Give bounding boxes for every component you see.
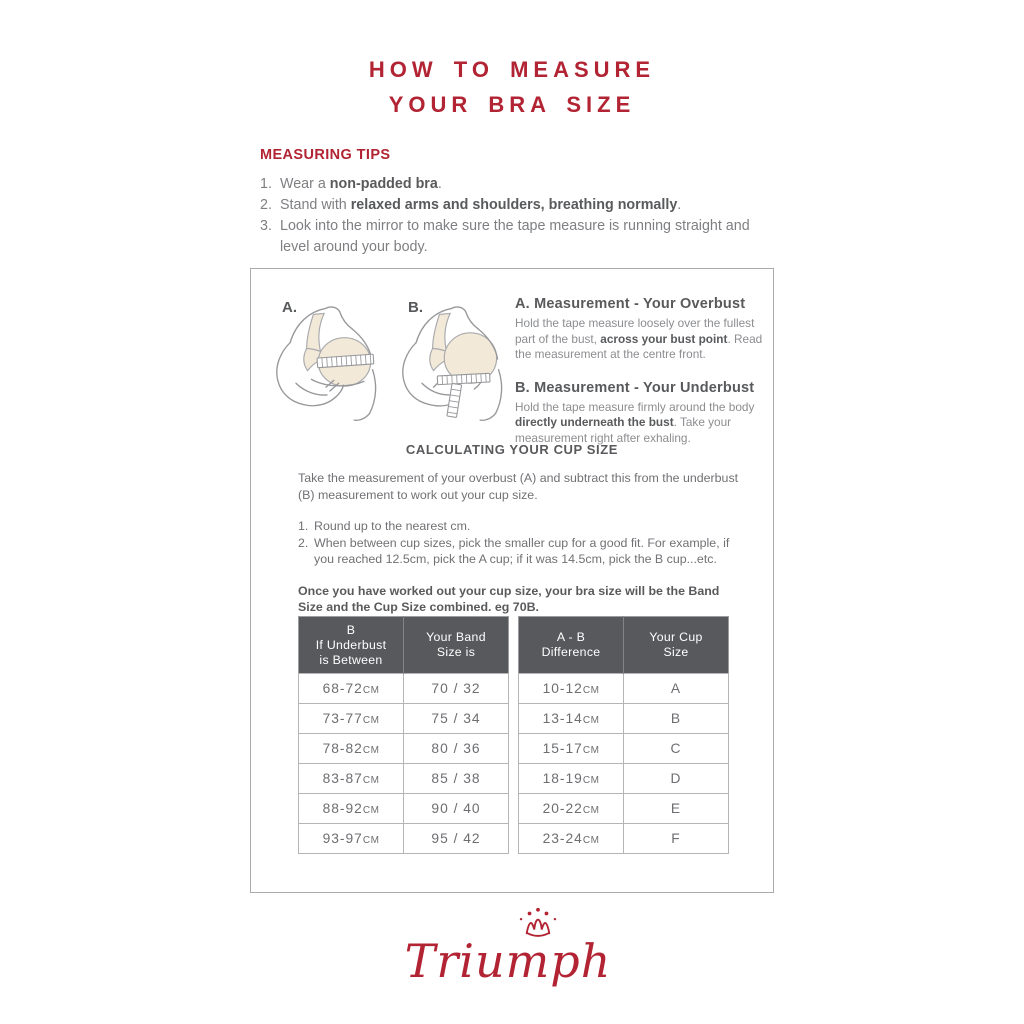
list-item-text: Wear a non-padded bra. bbox=[280, 176, 442, 192]
cup-table-header-cup-size: Your Cup Size bbox=[624, 617, 729, 674]
list-item-number: 1. bbox=[298, 519, 309, 533]
overbust-heading: A. Measurement - Your Overbust bbox=[515, 296, 746, 312]
size-tables bbox=[298, 616, 729, 854]
list-item-number: 1. bbox=[260, 176, 272, 192]
list-item bbox=[298, 535, 742, 568]
figure-b-label: B. bbox=[408, 299, 423, 316]
cup-size-table bbox=[518, 616, 729, 854]
band-table-header-underbust: B If Underbust is Between bbox=[299, 617, 404, 674]
list-item-text: Round up to the nearest cm. bbox=[314, 519, 471, 533]
band-table-header-band-size: Your Band Size is bbox=[404, 617, 509, 674]
underbust-range-cell: 78-82CM bbox=[299, 734, 404, 764]
table-row bbox=[299, 764, 509, 794]
difference-cell: 13-14CM bbox=[519, 704, 624, 734]
list-item bbox=[260, 216, 770, 258]
tape-measure-under-bust bbox=[437, 373, 490, 384]
cup-size-cell: C bbox=[624, 734, 729, 764]
underbust-range-cell: 68-72CM bbox=[299, 674, 404, 704]
list-item-number: 2. bbox=[260, 197, 272, 213]
cup-size-cell: E bbox=[624, 794, 729, 824]
list-item bbox=[298, 518, 742, 535]
band-size-cell: 70 / 32 bbox=[404, 674, 509, 704]
table-row bbox=[299, 734, 509, 764]
band-size-cell: 90 / 40 bbox=[404, 794, 509, 824]
cup-size-cell: D bbox=[624, 764, 729, 794]
brand-logo-text: Triumph bbox=[404, 934, 612, 988]
difference-cell: 23-24CM bbox=[519, 824, 624, 854]
table-row bbox=[519, 764, 729, 794]
measurement-box bbox=[250, 268, 774, 893]
page-title-line2: YOUR BRA SIZE bbox=[388, 92, 636, 117]
list-item-number: 3. bbox=[260, 218, 272, 234]
band-size-cell: 85 / 38 bbox=[404, 764, 509, 794]
tape-measure-hanging-end bbox=[447, 383, 462, 417]
table-row bbox=[519, 674, 729, 704]
measuring-tips-section bbox=[260, 147, 770, 258]
calculating-cup-size-heading: CALCULATING YOUR CUP SIZE bbox=[405, 442, 619, 457]
underbust-heading: B. Measurement - Your Underbust bbox=[515, 379, 755, 396]
bra-shape bbox=[430, 313, 497, 383]
cup-size-cell: A bbox=[624, 674, 729, 704]
cup-size-cell: F bbox=[624, 824, 729, 854]
difference-cell: 10-12CM bbox=[519, 674, 624, 704]
table-row bbox=[299, 824, 509, 854]
list-item bbox=[260, 174, 770, 195]
list-item-text: Stand with relaxed arms and shoulders, breathing normally. bbox=[280, 197, 682, 213]
underbust-text: Hold the tape measure firmly around the body directly underneath the bust. Take your measurement right after exhaling. bbox=[515, 399, 755, 445]
overbust-figure-illustration bbox=[263, 297, 391, 423]
table-row bbox=[299, 704, 509, 734]
underbust-range-cell: 73-77CM bbox=[299, 704, 404, 734]
measuring-tips-heading: MEASURING TIPS bbox=[260, 147, 391, 163]
bra-shape bbox=[304, 313, 371, 386]
calc-intro-text: Take the measurement of your overbust (A) and subtract this from the underbust (B) measurement to work out your cup size. bbox=[298, 471, 739, 502]
measurement-descriptions bbox=[515, 296, 767, 463]
table-row bbox=[299, 794, 509, 824]
band-size-table bbox=[298, 616, 509, 854]
overbust-text: Hold the tape measure loosely over the fullest part of the bust, across your bust point. Read the measurement at the centre front. bbox=[515, 316, 763, 361]
cup-table-header-difference: A - B Difference bbox=[519, 617, 624, 674]
underbust-range-cell: 88-92CM bbox=[299, 794, 404, 824]
figure-a-label: A. bbox=[282, 299, 297, 316]
difference-cell: 15-17CM bbox=[519, 734, 624, 764]
band-size-cell: 75 / 34 bbox=[404, 704, 509, 734]
brand-logo bbox=[0, 906, 1024, 988]
bra-size-note: Once you have worked out your cup size, your bra size will be the Band Size and the Cup Size combined. eg 70B. bbox=[298, 583, 720, 614]
measuring-tips-list bbox=[260, 174, 770, 258]
list-item bbox=[260, 195, 770, 216]
table-row bbox=[519, 734, 729, 764]
list-item-number: 2. bbox=[298, 535, 309, 550]
underbust-range-cell: 83-87CM bbox=[299, 764, 404, 794]
difference-cell: 18-19CM bbox=[519, 764, 624, 794]
band-size-cell: 95 / 42 bbox=[404, 824, 509, 854]
cup-size-cell: B bbox=[624, 704, 729, 734]
underbust-figure-illustration bbox=[389, 297, 517, 423]
underbust-range-cell: 93-97CM bbox=[299, 824, 404, 854]
table-row bbox=[519, 704, 729, 734]
difference-cell: 20-22CM bbox=[519, 794, 624, 824]
table-row bbox=[519, 794, 729, 824]
page-title bbox=[0, 52, 1024, 122]
list-item-text: When between cup sizes, pick the smaller cup for a good fit. For example, if you reached 12.5cm, pick the A cup; if it was 14.5cm, pick the B cup...etc. bbox=[314, 535, 730, 566]
list-item-text: Look into the mirror to make sure the tape measure is running straight and level around your body. bbox=[280, 218, 750, 255]
table-row bbox=[299, 674, 509, 704]
band-size-cell: 80 / 36 bbox=[404, 734, 509, 764]
calculating-cup-size-body bbox=[298, 470, 742, 616]
table-row bbox=[519, 824, 729, 854]
page-title-line1: HOW TO MEASURE bbox=[368, 57, 656, 82]
